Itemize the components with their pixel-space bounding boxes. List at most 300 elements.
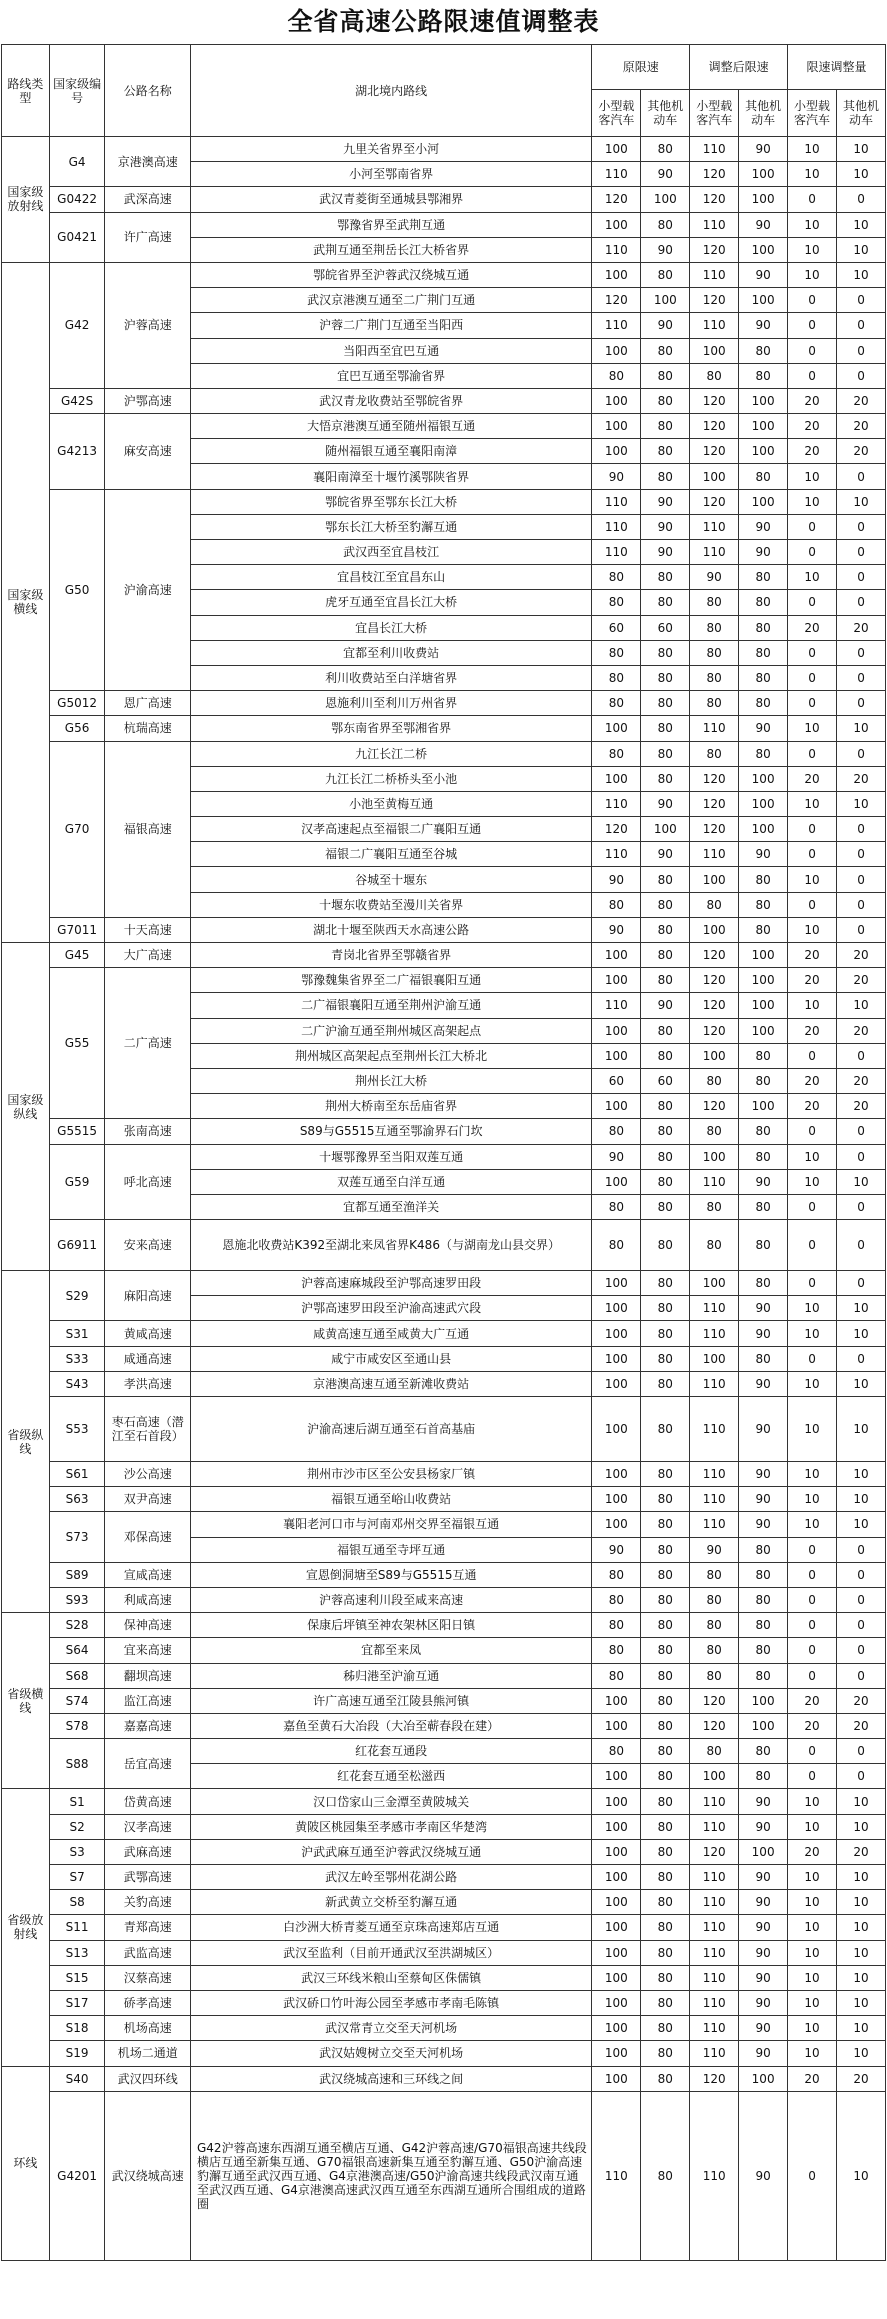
route-cell: 汉孝高速起点至福银二广襄阳互通 <box>191 817 592 842</box>
route-type-cell: 省级放射线 <box>2 1789 50 2066</box>
delta-other-cell: 0 <box>837 313 886 338</box>
national-code-cell: G0422 <box>49 187 105 212</box>
route-cell: 鄂豫省界至武荆互通 <box>191 212 592 237</box>
highway-name-cell: 监江高速 <box>105 1688 191 1713</box>
orig-other-cell: 80 <box>641 1638 690 1663</box>
table-row <box>2 1739 886 1764</box>
delta-other-cell: 0 <box>837 1613 886 1638</box>
header-hubei-route: 湖北境内路线 <box>191 45 592 137</box>
route-cell: 九江长江二桥 <box>191 741 592 766</box>
table-row <box>2 1587 886 1612</box>
delta-other-cell: 0 <box>837 867 886 892</box>
orig-other-cell: 80 <box>641 1940 690 1965</box>
national-code-cell: S8 <box>49 1890 105 1915</box>
delta-car-cell: 10 <box>788 1462 837 1487</box>
national-code-cell: S63 <box>49 1487 105 1512</box>
adj-car-cell: 100 <box>690 1764 739 1789</box>
route-cell: 随州福银互通至襄阳南漳 <box>191 439 592 464</box>
delta-car-cell: 0 <box>788 514 837 539</box>
delta-other-cell: 20 <box>837 968 886 993</box>
delta-other-cell: 10 <box>837 1371 886 1396</box>
header-orig-other: 其他机动车 <box>641 90 690 137</box>
delta-other-cell: 0 <box>837 565 886 590</box>
orig-other-cell: 80 <box>641 716 690 741</box>
route-cell: 荆州城区高架起点至荆州长江大桥北 <box>191 1043 592 1068</box>
route-cell: 宜巴互通至鄂渝省界 <box>191 363 592 388</box>
orig-car-cell: 100 <box>592 1346 641 1371</box>
orig-car-cell: 80 <box>592 1587 641 1612</box>
delta-other-cell: 0 <box>837 1119 886 1144</box>
table-row <box>2 2066 886 2091</box>
orig-other-cell: 80 <box>641 262 690 287</box>
adj-car-cell: 110 <box>690 842 739 867</box>
adj-car-cell: 110 <box>690 1940 739 1965</box>
header-original-limit: 原限速 <box>592 45 690 90</box>
orig-car-cell: 100 <box>592 2066 641 2091</box>
orig-car-cell: 100 <box>592 766 641 791</box>
adj-other-cell: 80 <box>739 1194 788 1219</box>
delta-car-cell: 20 <box>788 943 837 968</box>
orig-car-cell: 100 <box>592 943 641 968</box>
delta-car-cell: 0 <box>788 1346 837 1371</box>
route-cell: 红花套互通段 <box>191 1739 592 1764</box>
orig-car-cell: 100 <box>592 1397 641 1462</box>
table-row <box>2 1220 886 1271</box>
adj-car-cell: 110 <box>690 212 739 237</box>
table-row <box>2 1638 886 1663</box>
table-row <box>2 1688 886 1713</box>
adj-other-cell: 90 <box>739 1789 788 1814</box>
delta-other-cell: 20 <box>837 2066 886 2091</box>
orig-other-cell: 80 <box>641 1169 690 1194</box>
delta-car-cell: 10 <box>788 1321 837 1346</box>
adj-car-cell: 80 <box>690 1119 739 1144</box>
highway-name-cell: 宣咸高速 <box>105 1562 191 1587</box>
highway-name-cell: 许广高速 <box>105 212 191 262</box>
highway-name-cell: 孝洪高速 <box>105 1371 191 1396</box>
table-row <box>2 388 886 413</box>
orig-car-cell: 110 <box>592 993 641 1018</box>
orig-other-cell: 80 <box>641 1663 690 1688</box>
delta-car-cell: 0 <box>788 1220 837 1271</box>
orig-other-cell: 80 <box>641 892 690 917</box>
orig-other-cell: 80 <box>641 1487 690 1512</box>
adj-other-cell: 100 <box>739 1018 788 1043</box>
table-row <box>2 262 886 287</box>
route-cell: 荆州市沙市区至公安县杨家厂镇 <box>191 1462 592 1487</box>
delta-car-cell: 10 <box>788 162 837 187</box>
adj-other-cell: 90 <box>739 1814 788 1839</box>
route-cell: 鄂东南省界至鄂湘省界 <box>191 716 592 741</box>
delta-car-cell: 0 <box>788 741 837 766</box>
adj-car-cell: 120 <box>690 2066 739 2091</box>
highway-name-cell: 张南高速 <box>105 1119 191 1144</box>
orig-car-cell: 110 <box>592 791 641 816</box>
orig-car-cell: 80 <box>592 1119 641 1144</box>
table-row <box>2 1663 886 1688</box>
national-code-cell: S3 <box>49 1839 105 1864</box>
route-cell: 虎牙互通至宜昌长江大桥 <box>191 590 592 615</box>
delta-other-cell: 10 <box>837 1462 886 1487</box>
national-code-cell: G55 <box>49 968 105 1119</box>
orig-car-cell: 120 <box>592 817 641 842</box>
orig-car-cell: 90 <box>592 1144 641 1169</box>
adj-other-cell: 90 <box>739 1487 788 1512</box>
orig-car-cell: 100 <box>592 137 641 162</box>
orig-other-cell: 80 <box>641 1789 690 1814</box>
route-cell: 武汉青菱街至通城县鄂湘界 <box>191 187 592 212</box>
adj-other-cell: 90 <box>739 1940 788 1965</box>
route-cell: 嘉鱼至黄石大冶段（大冶至蕲春段在建） <box>191 1713 592 1738</box>
orig-car-cell: 120 <box>592 187 641 212</box>
adj-other-cell: 100 <box>739 1839 788 1864</box>
adj-car-cell: 120 <box>690 414 739 439</box>
route-cell: 襄阳南漳至十堰竹溪鄂陕省界 <box>191 464 592 489</box>
delta-car-cell: 20 <box>788 1713 837 1738</box>
adj-other-cell: 80 <box>739 691 788 716</box>
national-code-cell: G4 <box>49 137 105 187</box>
delta-other-cell: 10 <box>837 237 886 262</box>
delta-car-cell: 10 <box>788 262 837 287</box>
adj-other-cell: 100 <box>739 237 788 262</box>
table-row <box>2 741 886 766</box>
highway-name-cell: 利咸高速 <box>105 1587 191 1612</box>
delta-car-cell: 0 <box>788 1119 837 1144</box>
route-cell: 咸黄高速互通至咸黄大广互通 <box>191 1321 592 1346</box>
delta-car-cell: 0 <box>788 1271 837 1296</box>
highway-name-cell: 翻坝高速 <box>105 1663 191 1688</box>
adj-car-cell: 110 <box>690 1915 739 1940</box>
adj-car-cell: 100 <box>690 464 739 489</box>
delta-other-cell: 10 <box>837 716 886 741</box>
delta-other-cell: 0 <box>837 1663 886 1688</box>
adj-other-cell: 100 <box>739 187 788 212</box>
delta-other-cell: 10 <box>837 1512 886 1537</box>
table-row <box>2 1144 886 1169</box>
adj-other-cell: 100 <box>739 439 788 464</box>
table-row <box>2 1814 886 1839</box>
route-cell: 九里关省界至小河 <box>191 137 592 162</box>
orig-car-cell: 100 <box>592 1814 641 1839</box>
orig-car-cell: 100 <box>592 1512 641 1537</box>
national-code-cell: S11 <box>49 1915 105 1940</box>
orig-other-cell: 80 <box>641 1397 690 1462</box>
adj-other-cell: 90 <box>739 1890 788 1915</box>
orig-car-cell: 100 <box>592 1839 641 1864</box>
header-orig-car: 小型载客汽车 <box>592 90 641 137</box>
adj-other-cell: 90 <box>739 1512 788 1537</box>
adj-car-cell: 80 <box>690 1587 739 1612</box>
adj-car-cell: 80 <box>690 892 739 917</box>
delta-other-cell: 20 <box>837 388 886 413</box>
adj-car-cell: 80 <box>690 691 739 716</box>
orig-other-cell: 80 <box>641 1043 690 1068</box>
orig-other-cell: 80 <box>641 2066 690 2091</box>
orig-other-cell: 80 <box>641 1839 690 1864</box>
orig-other-cell: 90 <box>641 162 690 187</box>
adj-other-cell: 100 <box>739 791 788 816</box>
delta-car-cell: 10 <box>788 1371 837 1396</box>
highway-name-cell: 机场二通道 <box>105 2041 191 2066</box>
adj-other-cell: 100 <box>739 817 788 842</box>
table-body <box>2 137 886 2261</box>
adj-car-cell: 100 <box>690 917 739 942</box>
orig-other-cell: 80 <box>641 1688 690 1713</box>
delta-car-cell: 10 <box>788 1915 837 1940</box>
adj-car-cell: 80 <box>690 1562 739 1587</box>
delta-other-cell: 10 <box>837 1789 886 1814</box>
delta-car-cell: 10 <box>788 2016 837 2041</box>
table-row <box>2 1613 886 1638</box>
adj-other-cell: 100 <box>739 162 788 187</box>
national-code-cell: S61 <box>49 1462 105 1487</box>
route-type-cell: 省级纵线 <box>2 1271 50 1613</box>
route-cell: 武汉三环线米粮山至蔡甸区侏儒镇 <box>191 1965 592 1990</box>
route-cell: 武汉硚口竹叶海公园至孝感市孝南毛陈镇 <box>191 1990 592 2015</box>
route-cell: 宜昌长江大桥 <box>191 615 592 640</box>
highway-name-cell: 武汉四环线 <box>105 2066 191 2091</box>
adj-other-cell: 90 <box>739 212 788 237</box>
highway-name-cell: 麻阳高速 <box>105 1271 191 1321</box>
table-row <box>2 489 886 514</box>
adj-other-cell: 90 <box>739 1965 788 1990</box>
national-code-cell: S89 <box>49 1562 105 1587</box>
highway-name-cell: 武鄂高速 <box>105 1865 191 1890</box>
orig-car-cell: 100 <box>592 1296 641 1321</box>
header-limit-change: 限速调整量 <box>788 45 886 90</box>
delta-other-cell: 20 <box>837 1068 886 1093</box>
delta-other-cell: 0 <box>837 1220 886 1271</box>
header-adj-other: 其他机动车 <box>739 90 788 137</box>
route-cell: 湖北十堰至陕西天水高速公路 <box>191 917 592 942</box>
route-cell: 武荆互通至荆岳长江大桥省界 <box>191 237 592 262</box>
adj-other-cell: 90 <box>739 1296 788 1321</box>
orig-other-cell: 80 <box>641 1018 690 1043</box>
orig-other-cell: 80 <box>641 1462 690 1487</box>
highway-name-cell: 邓保高速 <box>105 1512 191 1562</box>
adj-car-cell: 100 <box>690 1043 739 1068</box>
delta-car-cell: 10 <box>788 464 837 489</box>
delta-car-cell: 0 <box>788 1613 837 1638</box>
table-row <box>2 1397 886 1462</box>
orig-other-cell: 80 <box>641 1346 690 1371</box>
highway-name-cell: 沪蓉高速 <box>105 262 191 388</box>
route-cell: 武汉京港澳互通至二广荆门互通 <box>191 288 592 313</box>
adj-other-cell: 90 <box>739 2016 788 2041</box>
route-type-cell: 国家级纵线 <box>2 943 50 1271</box>
adj-other-cell: 80 <box>739 1638 788 1663</box>
adj-car-cell: 110 <box>690 514 739 539</box>
adj-car-cell: 80 <box>690 741 739 766</box>
orig-other-cell: 80 <box>641 414 690 439</box>
route-cell: 武汉姑嫂树立交至天河机场 <box>191 2041 592 2066</box>
route-cell: 谷城至十堰东 <box>191 867 592 892</box>
adj-car-cell: 110 <box>690 2041 739 2066</box>
adj-other-cell: 80 <box>739 338 788 363</box>
delta-other-cell: 0 <box>837 1739 886 1764</box>
delta-car-cell: 10 <box>788 1144 837 1169</box>
adj-car-cell: 80 <box>690 640 739 665</box>
delta-car-cell: 20 <box>788 1688 837 1713</box>
delta-car-cell: 10 <box>788 791 837 816</box>
national-code-cell: S40 <box>49 2066 105 2091</box>
delta-other-cell: 20 <box>837 766 886 791</box>
adj-other-cell: 90 <box>739 1865 788 1890</box>
orig-car-cell: 80 <box>592 741 641 766</box>
orig-car-cell: 100 <box>592 1321 641 1346</box>
delta-other-cell: 20 <box>837 1094 886 1119</box>
national-code-cell: S29 <box>49 1271 105 1321</box>
highway-name-cell: 麻安高速 <box>105 414 191 490</box>
delta-other-cell: 0 <box>837 817 886 842</box>
adj-car-cell: 80 <box>690 590 739 615</box>
delta-other-cell: 20 <box>837 615 886 640</box>
national-code-cell: S73 <box>49 1512 105 1562</box>
orig-other-cell: 90 <box>641 540 690 565</box>
delta-other-cell: 0 <box>837 514 886 539</box>
national-code-cell: G4201 <box>49 2091 105 2260</box>
orig-other-cell: 80 <box>641 1890 690 1915</box>
highway-name-cell: 咸通高速 <box>105 1346 191 1371</box>
adj-other-cell: 80 <box>739 741 788 766</box>
adj-car-cell: 110 <box>690 716 739 741</box>
header-adj-car: 小型载客汽车 <box>690 90 739 137</box>
table-row <box>2 943 886 968</box>
adj-other-cell: 80 <box>739 1739 788 1764</box>
orig-other-cell: 80 <box>641 590 690 615</box>
delta-car-cell: 20 <box>788 1018 837 1043</box>
orig-other-cell: 80 <box>641 2016 690 2041</box>
adj-car-cell: 110 <box>690 1169 739 1194</box>
adj-other-cell: 100 <box>739 388 788 413</box>
delta-other-cell: 0 <box>837 590 886 615</box>
highway-name-cell: 沪鄂高速 <box>105 388 191 413</box>
delta-other-cell: 20 <box>837 1018 886 1043</box>
adj-car-cell: 80 <box>690 1220 739 1271</box>
orig-other-cell: 80 <box>641 1119 690 1144</box>
orig-car-cell: 100 <box>592 1271 641 1296</box>
orig-car-cell: 100 <box>592 1688 641 1713</box>
delta-other-cell: 10 <box>837 791 886 816</box>
adj-car-cell: 110 <box>690 1487 739 1512</box>
route-cell: 二广福银襄阳互通至荆州沪渝互通 <box>191 993 592 1018</box>
adj-other-cell: 80 <box>739 892 788 917</box>
national-code-cell: S78 <box>49 1713 105 1738</box>
route-cell: 十堰东收费站至漫川关省界 <box>191 892 592 917</box>
delta-car-cell: 0 <box>788 892 837 917</box>
delta-other-cell: 20 <box>837 1839 886 1864</box>
table-row <box>2 917 886 942</box>
highway-name-cell: 黄咸高速 <box>105 1321 191 1346</box>
adj-car-cell: 110 <box>690 1865 739 1890</box>
delta-car-cell: 0 <box>788 640 837 665</box>
adj-other-cell: 80 <box>739 590 788 615</box>
adj-other-cell: 100 <box>739 968 788 993</box>
table-row <box>2 1990 886 2015</box>
table-row <box>2 716 886 741</box>
delta-other-cell: 0 <box>837 665 886 690</box>
delta-other-cell: 0 <box>837 464 886 489</box>
adj-other-cell: 90 <box>739 1321 788 1346</box>
national-code-cell: G4213 <box>49 414 105 490</box>
delta-other-cell: 0 <box>837 1144 886 1169</box>
orig-car-cell: 80 <box>592 590 641 615</box>
route-cell: 宜都互通至渔洋关 <box>191 1194 592 1219</box>
adj-other-cell: 80 <box>739 1271 788 1296</box>
highway-name-cell: 十天高速 <box>105 917 191 942</box>
adj-car-cell: 100 <box>690 1271 739 1296</box>
table-row <box>2 1321 886 1346</box>
orig-other-cell: 90 <box>641 842 690 867</box>
orig-car-cell: 110 <box>592 313 641 338</box>
national-code-cell: S53 <box>49 1397 105 1462</box>
adj-car-cell: 120 <box>690 766 739 791</box>
route-cell: 襄阳老河口市与河南邓州交界至福银互通 <box>191 1512 592 1537</box>
adj-car-cell: 80 <box>690 1663 739 1688</box>
delta-other-cell: 10 <box>837 1296 886 1321</box>
national-code-cell: S15 <box>49 1965 105 1990</box>
orig-car-cell: 100 <box>592 1462 641 1487</box>
route-cell: 许广高速互通至江陵县熊河镇 <box>191 1688 592 1713</box>
national-code-cell: S74 <box>49 1688 105 1713</box>
orig-car-cell: 80 <box>592 1613 641 1638</box>
delta-car-cell: 10 <box>788 867 837 892</box>
orig-other-cell: 90 <box>641 313 690 338</box>
table-row <box>2 137 886 162</box>
adj-car-cell: 80 <box>690 1638 739 1663</box>
national-code-cell: S18 <box>49 2016 105 2041</box>
table-row <box>2 1713 886 1738</box>
delta-car-cell: 0 <box>788 363 837 388</box>
orig-car-cell: 90 <box>592 917 641 942</box>
route-cell: 京港澳高速互通至新滩收费站 <box>191 1371 592 1396</box>
delta-car-cell: 20 <box>788 968 837 993</box>
orig-car-cell: 100 <box>592 968 641 993</box>
delta-other-cell: 10 <box>837 2016 886 2041</box>
orig-other-cell: 80 <box>641 741 690 766</box>
national-code-cell: S17 <box>49 1990 105 2015</box>
adj-car-cell: 120 <box>690 439 739 464</box>
orig-other-cell: 80 <box>641 943 690 968</box>
adj-other-cell: 90 <box>739 2041 788 2066</box>
adj-other-cell: 90 <box>739 1462 788 1487</box>
adj-other-cell: 80 <box>739 640 788 665</box>
orig-other-cell: 90 <box>641 489 690 514</box>
orig-other-cell: 80 <box>641 1915 690 1940</box>
delta-other-cell: 10 <box>837 2091 886 2260</box>
header-delta-other: 其他机动车 <box>837 90 886 137</box>
highway-name-cell: 武监高速 <box>105 1940 191 1965</box>
route-cell: S89与G5515互通至鄂渝界石门坎 <box>191 1119 592 1144</box>
delta-other-cell: 20 <box>837 943 886 968</box>
highway-name-cell: 保神高速 <box>105 1613 191 1638</box>
delta-other-cell: 10 <box>837 1890 886 1915</box>
route-cell: 恩施北收费站K392至湖北来凤省界K486（与湖南龙山县交界） <box>191 1220 592 1271</box>
delta-car-cell: 10 <box>788 1890 837 1915</box>
orig-other-cell: 80 <box>641 867 690 892</box>
delta-car-cell: 20 <box>788 1068 837 1093</box>
adj-car-cell: 90 <box>690 1537 739 1562</box>
delta-car-cell: 10 <box>788 993 837 1018</box>
orig-car-cell: 80 <box>592 565 641 590</box>
delta-car-cell: 10 <box>788 1169 837 1194</box>
highway-name-cell: 机场高速 <box>105 2016 191 2041</box>
national-code-cell: G5012 <box>49 691 105 716</box>
adj-other-cell: 90 <box>739 262 788 287</box>
delta-other-cell: 10 <box>837 1990 886 2015</box>
orig-car-cell: 110 <box>592 237 641 262</box>
orig-car-cell: 80 <box>592 691 641 716</box>
